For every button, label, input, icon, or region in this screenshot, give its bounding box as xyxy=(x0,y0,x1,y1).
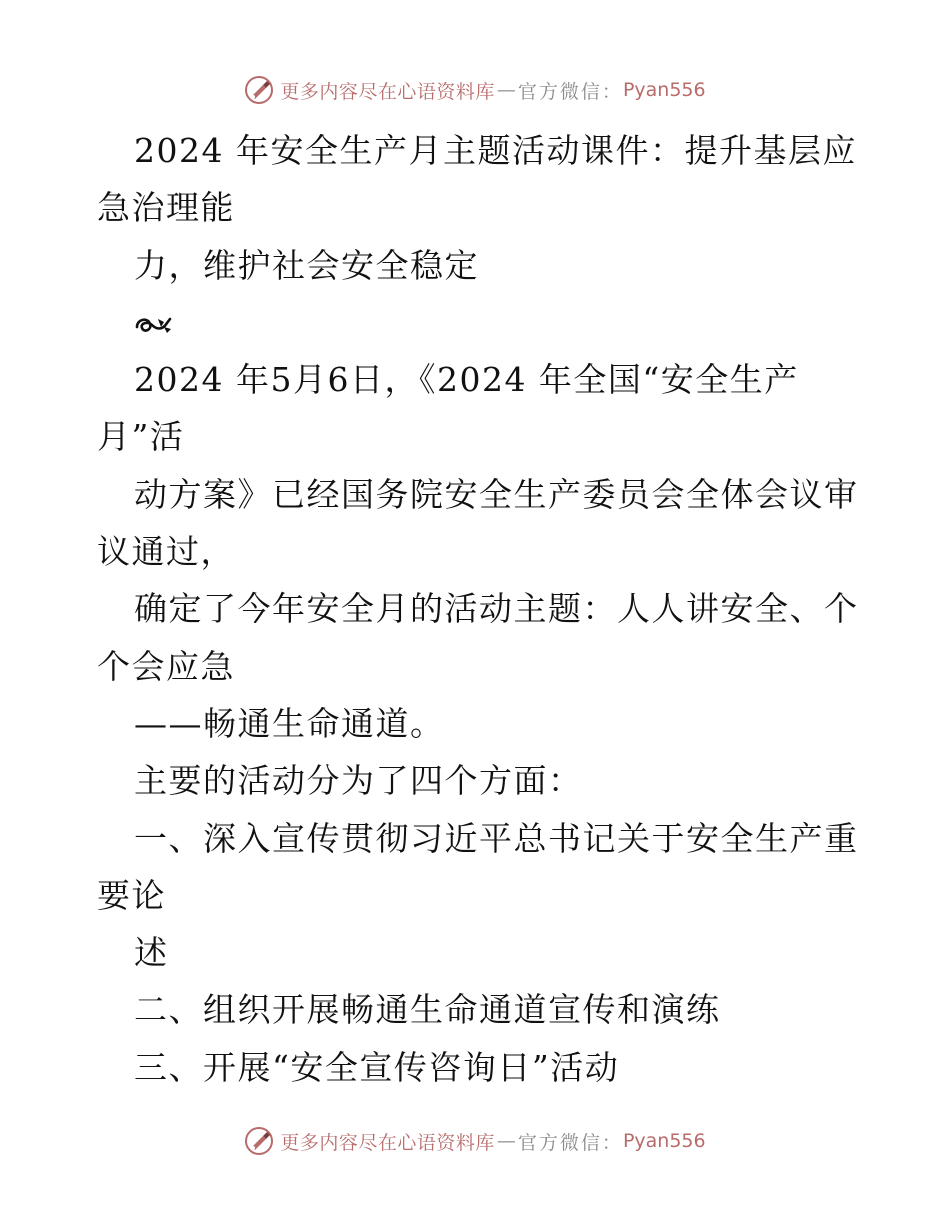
text-line: 月”活 xyxy=(97,417,185,457)
text-line: 三、开展“安全宣传咨询日”活动 xyxy=(134,1047,620,1087)
watermark-site-text: 更多内容尽在心语资料库 xyxy=(280,1131,495,1154)
pen-logo-icon xyxy=(244,1126,274,1156)
text-line: 2024 年5月6日，《2024 年全国“安全生产 xyxy=(134,360,799,400)
watermark-label: 官方微信： xyxy=(517,1131,623,1154)
watermark-wechat-id: Pyan556 xyxy=(622,1130,706,1152)
header-watermark xyxy=(0,70,950,110)
footer-watermark xyxy=(0,1121,950,1161)
watermark-wechat-id: Pyan556 xyxy=(622,79,706,101)
text-line: 力，维护社会安全稳定 xyxy=(134,245,479,285)
watermark-separator: — xyxy=(496,79,516,101)
text-line: 主要的活动分为了四个方面： xyxy=(134,761,583,801)
text-line: 议通过， xyxy=(97,532,235,572)
text-line: 急治理能 xyxy=(97,188,235,228)
text-line: 要论 xyxy=(97,875,166,915)
text-line: 2024 年安全生产月主题活动课件：提升基层应 xyxy=(134,131,857,170)
text-line: 二、组织开展畅通生命通道宣传和演练 xyxy=(134,990,721,1030)
ornament-line xyxy=(97,294,857,351)
document-body xyxy=(97,122,857,1096)
text-line: ——畅通生命通道。 xyxy=(134,703,445,743)
watermark-site-text: 更多内容尽在心语资料库 xyxy=(280,80,495,103)
text-line: 动方案》已经国务院安全生产委员会全体会议审 xyxy=(134,474,859,514)
watermark-separator: — xyxy=(496,1130,516,1152)
text-line: 个会应急 xyxy=(97,646,235,686)
watermark-label: 官方微信： xyxy=(517,80,623,103)
pen-logo-icon xyxy=(244,75,274,105)
swirl-ornament-icon xyxy=(134,311,174,339)
text-line: 述 xyxy=(134,933,169,973)
text-line: 确定了今年安全月的活动主题：人人讲安全、个 xyxy=(134,589,859,629)
text-line: 一、深入宣传贯彻习近平总书记关于安全生产重 xyxy=(134,818,859,858)
